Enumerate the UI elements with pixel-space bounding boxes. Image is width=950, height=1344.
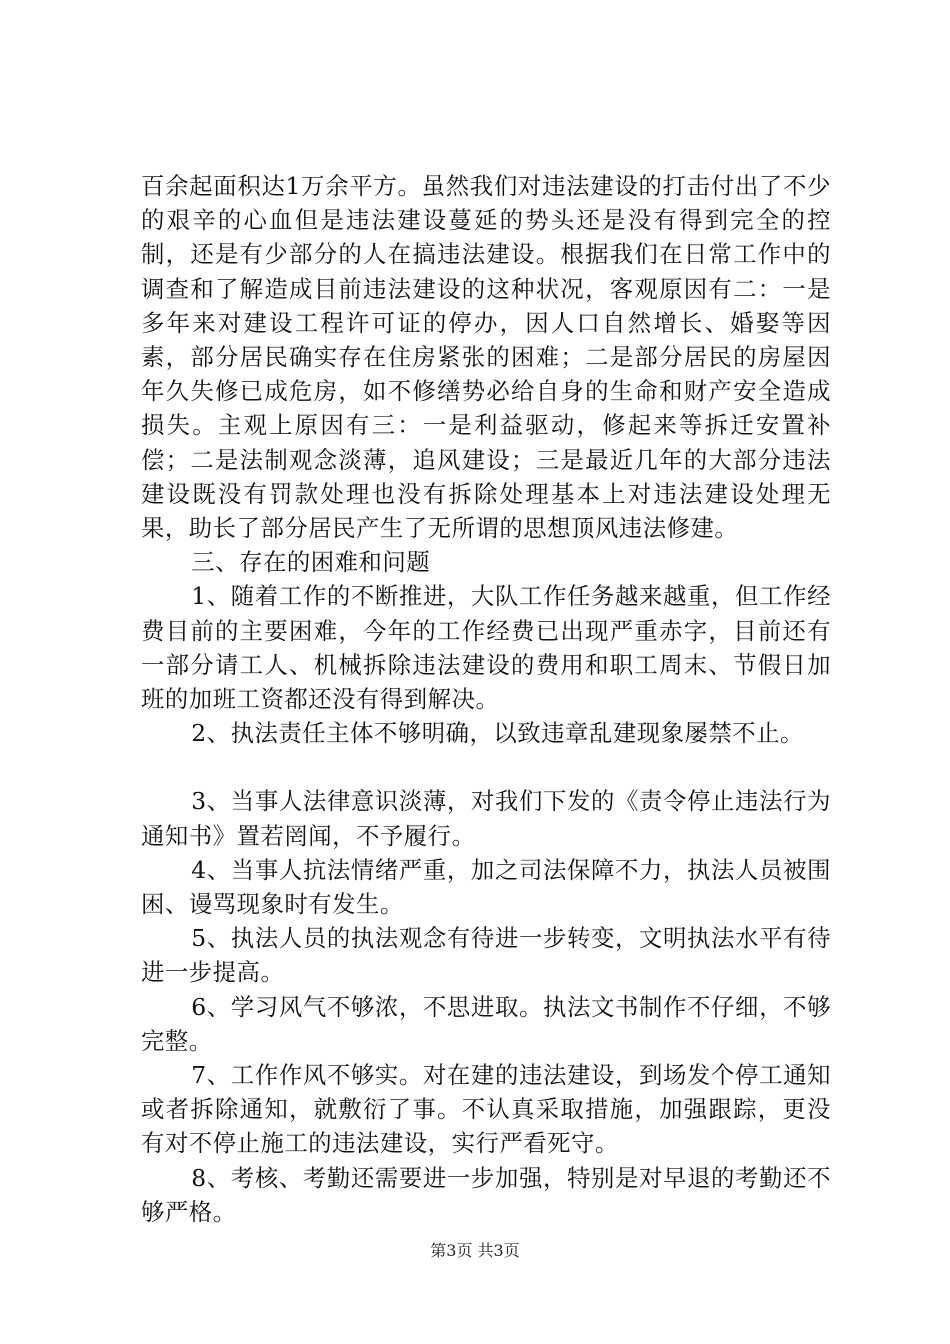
list-item: 1、随着工作的不断推进，大队工作任务越来越重，但工作经费目前的主要困难，今年的工作经费已出现严重赤字，目前还有一部分请工人、机械拆除违法建设的费用和职工周末、节假日加班的加班工资都还没有得到解决。 (141, 582, 831, 714)
document-body (141, 169, 831, 1229)
paragraph-continuation: 百余起面积达1万余平方。虽然我们对违法建设的打击付出了不少的艰辛的心血但是违法建设蔓延的势头还是没有得到完全的控制，还是有少部分的人在搞违法建设。根据我们在日常工作中的调查和了解造成目前违法建设的这种状况，客观原因有二：一是多年来对建设工程许可证的停办，因人口自然增长、婚娶等因素，部分居民确实存在住房紧张的困难；二是部分居民的房屋因年久失修已成危房，如不修缮势必给自身的生命和财产安全造成损失。主观上原因有三：一是利益驱动，修起来等拆迁安置补偿；二是法制观念淡薄，追风建设；三是最近几年的大部分违法建设既没有罚款处理也没有拆除处理基本上对违法建设处理无果，助长了部分居民产生了无所谓的思想顶风违法修建。 (141, 172, 831, 543)
list-item: 4、当事人抗法情绪严重，加之司法保障不力，执法人员被围困、谩骂现象时有发生。 (141, 855, 831, 919)
page-number-footer: 第3页 共3页 (430, 1241, 520, 1260)
blank-line (141, 750, 831, 784)
list-item: 2、执法责任主体不够明确，以致违章乱建现象屡禁不止。 (191, 719, 804, 748)
list-item: 6、学习风气不够浓，不思进取。执法文书制作不仔细，不够完整。 (141, 992, 831, 1055)
section-heading: 三、存在的困难和问题 (191, 548, 431, 577)
list-item: 8、考核、考勤还需要进一步加强，特别是对早退的考勤还不够严格。 (141, 1163, 831, 1226)
list-item: 5、执法人员的执法观念有待进一步转变，文明执法水平有待进一步提高。 (141, 924, 831, 987)
list-item: 3、当事人法律意识淡薄，对我们下发的《责令停止违法行为通知书》置若罔闻，不予履行。 (141, 787, 831, 850)
list-item: 7、工作作风不够实。对在建的违法建设，到场发个停工通知或者拆除通知，就敷衍了事。不认真采取措施，加强跟踪，更没有对不停止施工的违法建设，实行严看死守。 (141, 1061, 831, 1158)
